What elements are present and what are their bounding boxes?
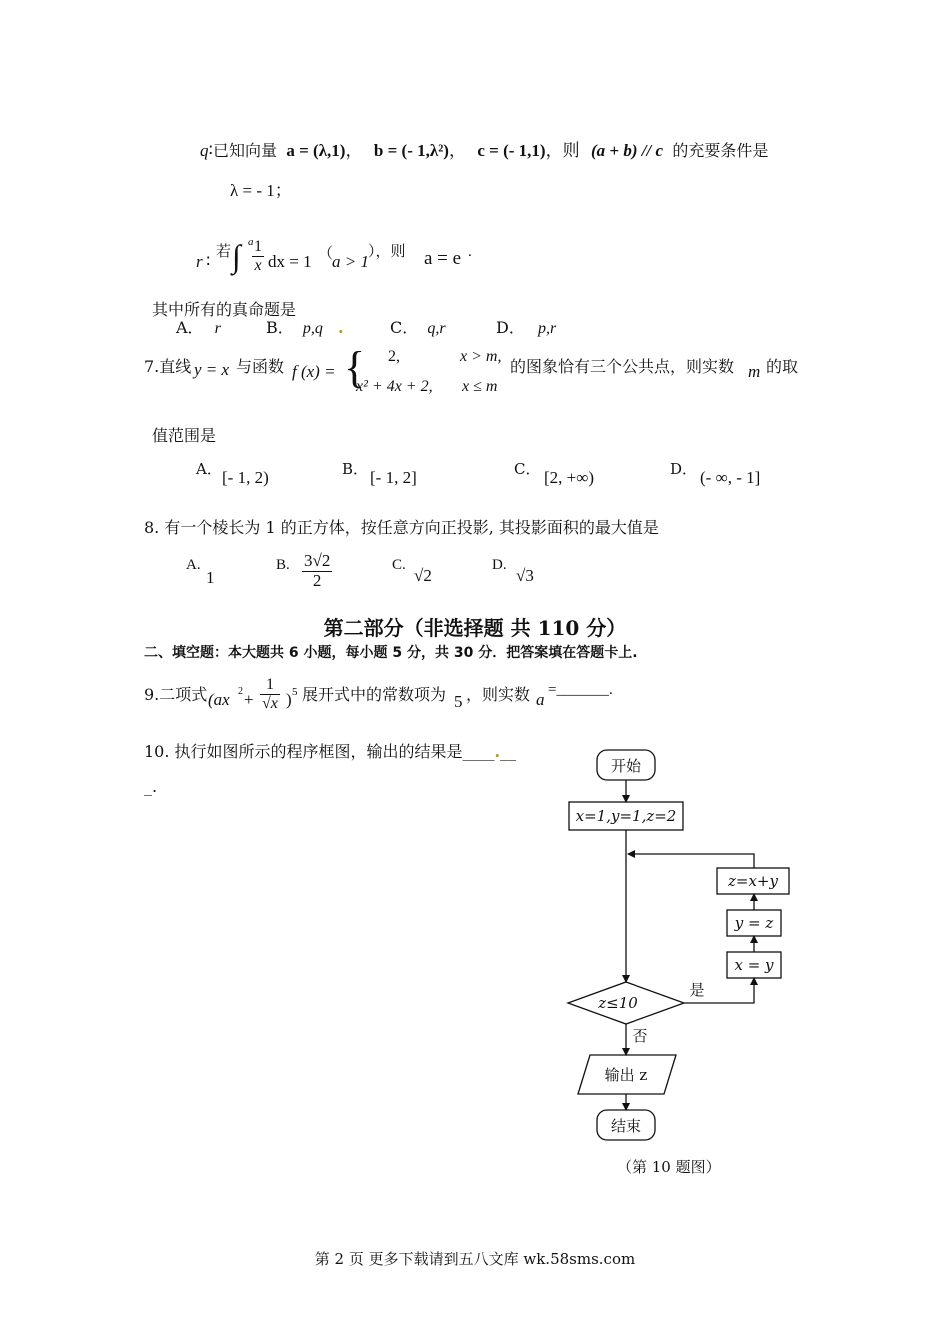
r-end: .	[468, 244, 472, 260]
q8-stem: 8. 有一个棱长为 1 的正方体，按任意方向正投影, 其投影面积的最大值是	[144, 518, 659, 537]
q9-constant: 5	[454, 692, 463, 711]
q6-option-a	[176, 315, 221, 338]
r-paren-close: ），则	[368, 242, 406, 260]
q8-option-a-label: A.	[186, 557, 201, 573]
vector-a: a = (λ,1)	[286, 141, 346, 160]
q9-lead: 9.二项式	[144, 685, 208, 704]
q10-line2: _.	[144, 777, 158, 796]
q9-expr-close: )	[286, 690, 292, 709]
q8-option-c-value: √2	[414, 566, 432, 585]
q-suffix: 的充要条件是	[672, 141, 769, 160]
q-condition: (a + b) // c	[591, 141, 664, 160]
q7-tail: 的图象恰有三个公共点，则实数	[510, 357, 735, 376]
q9-mid: 展开式中的常数项为	[302, 685, 447, 704]
q6-stem: 其中所有的真命题是	[152, 300, 297, 319]
flow-init-label: x=1,y=1,z=2	[575, 807, 677, 825]
q7-case2-cond: x ≤ m	[462, 378, 498, 395]
q6-option-d-value: p,r	[537, 320, 557, 337]
page-footer: 第 2 页 更多下载请到五八文库 wk.58sms.com	[314, 1250, 636, 1268]
q7-lead: 7.直线	[144, 357, 192, 376]
q6-option-c-label: C．	[390, 318, 419, 337]
q7-question	[144, 344, 824, 404]
q8-option-b-fraction	[302, 552, 332, 590]
vector-b: b = (- 1,λ²)	[373, 141, 449, 160]
flowchart-caption: （第 10 题图）	[617, 1158, 721, 1176]
q9-power: 5	[292, 686, 298, 698]
q6-option-a-label: A．	[176, 318, 204, 337]
q8-option-c-label: C.	[392, 557, 406, 573]
q9-frac-den: √x	[262, 694, 278, 712]
q6-option-d-label: D．	[496, 318, 525, 337]
q7-line-eq: y = x	[194, 360, 230, 379]
q7-option-b-value: [- 1, 2]	[370, 468, 417, 487]
r-colon: ∶	[206, 252, 211, 272]
q7-case1-val: 2,	[388, 348, 400, 365]
q9-question	[144, 676, 664, 728]
q-label: q	[200, 141, 209, 160]
flow-start-label: 开始	[610, 757, 642, 775]
q9-square: 2	[238, 686, 243, 697]
flow-no-label: 否	[632, 1027, 648, 1045]
r-dx-eq: dx = 1	[268, 252, 312, 271]
q7-tail2: 的取	[766, 357, 799, 376]
q7-option-a-label: A．	[196, 460, 222, 478]
piecewise-brace: {	[344, 343, 366, 392]
q-statement	[200, 136, 768, 161]
flow-zxy-label: z=x+y	[728, 872, 778, 890]
q9-plus: +	[244, 690, 254, 709]
r-paren-open: （	[318, 244, 334, 262]
q6-option-b-label: B．	[266, 318, 294, 337]
q8-option-d-value: √3	[516, 566, 534, 585]
q7-case1-cond: x > m,	[460, 348, 502, 365]
q8-option-b-num: 3√2	[304, 551, 331, 570]
q6-option-b	[266, 315, 344, 338]
flow-yes-label: 是	[689, 981, 705, 999]
arrow-loop-back	[628, 854, 754, 868]
q7-option-d-value: (- ∞, - 1]	[700, 468, 761, 487]
r-ruo: 若	[216, 242, 232, 260]
q10-blank2: __	[500, 742, 517, 761]
integral-upper: a	[248, 236, 254, 248]
q8-option-b-den: 2	[312, 570, 322, 590]
q8-option-a-value: 1	[206, 568, 215, 587]
integral-sign: ∫	[232, 238, 241, 274]
part2-instructions: 二、填空题：本大题共 6 小题，每小题 5 分，共 30 分．把答案填在答题卡上.	[144, 645, 638, 661]
flow-yz-label: y = z	[734, 914, 774, 932]
q9-expr-open: (ax	[208, 690, 230, 709]
q7-case2-val: x² + 4x + 2,	[356, 378, 433, 395]
q7-mid: 与函数	[236, 357, 285, 376]
r-frac-den: x	[254, 256, 262, 274]
r-label: r	[196, 252, 203, 271]
part2-title: 第二部分（非选择题 共 110 分）	[323, 616, 627, 640]
flow-output-label: 输出 z	[604, 1066, 648, 1084]
q7-line2: 值范围是	[152, 426, 217, 445]
program-flowchart	[560, 740, 820, 1150]
q10-stem-text: 10. 执行如图所示的程序框图，输出的结果是	[144, 742, 463, 761]
q6-option-c-value: q,r	[427, 320, 446, 337]
r-fraction	[252, 238, 264, 274]
q7-option-a-value: [- 1, 2)	[222, 468, 269, 487]
q9-frac-num: 1	[260, 676, 280, 695]
vector-c: c = (- 1,1)	[477, 141, 546, 160]
q-answer: λ = - 1；	[230, 181, 292, 200]
q-sep2: ，	[448, 141, 466, 161]
q9-blank: =_______.	[548, 682, 613, 698]
q9-tail: ，则实数	[466, 685, 531, 704]
q7-option-c-value: [2, +∞)	[544, 468, 595, 487]
q-sep1: ，	[345, 141, 363, 161]
q6-option-d	[496, 315, 556, 338]
q6-option-c	[390, 315, 446, 338]
q7-option-d-label: D．	[670, 460, 698, 478]
q6-option-b-value: p,q	[302, 320, 323, 337]
q6-mark: .	[337, 318, 344, 337]
q8-option-b-label: B.	[276, 557, 290, 573]
q7-fx: f (x) =	[292, 362, 336, 381]
q7-var: m	[748, 362, 761, 381]
q10-dot: .	[494, 742, 501, 761]
r-condition: a > 1	[332, 252, 369, 271]
q7-option-b-label: B．	[342, 460, 369, 478]
q7-option-c-label: C．	[514, 460, 541, 478]
flow-xy-label: x = y	[734, 956, 774, 974]
q9-var: a	[536, 690, 545, 709]
q6-option-a-value: r	[214, 320, 221, 337]
r-result: a = e	[424, 248, 462, 269]
r-frac-num: 1	[254, 238, 262, 255]
q-colon: ∶	[208, 141, 213, 161]
flow-cond-label: z≤10	[598, 994, 638, 1012]
q8-option-d-label: D.	[492, 557, 507, 573]
q-prefix: 已知向量	[212, 141, 277, 160]
q10-stem	[144, 739, 516, 762]
q10-blank1: ____	[462, 742, 495, 761]
q9-fraction	[260, 676, 280, 712]
q-sep3: ，则	[545, 141, 580, 161]
flow-end-label: 结束	[610, 1117, 642, 1135]
